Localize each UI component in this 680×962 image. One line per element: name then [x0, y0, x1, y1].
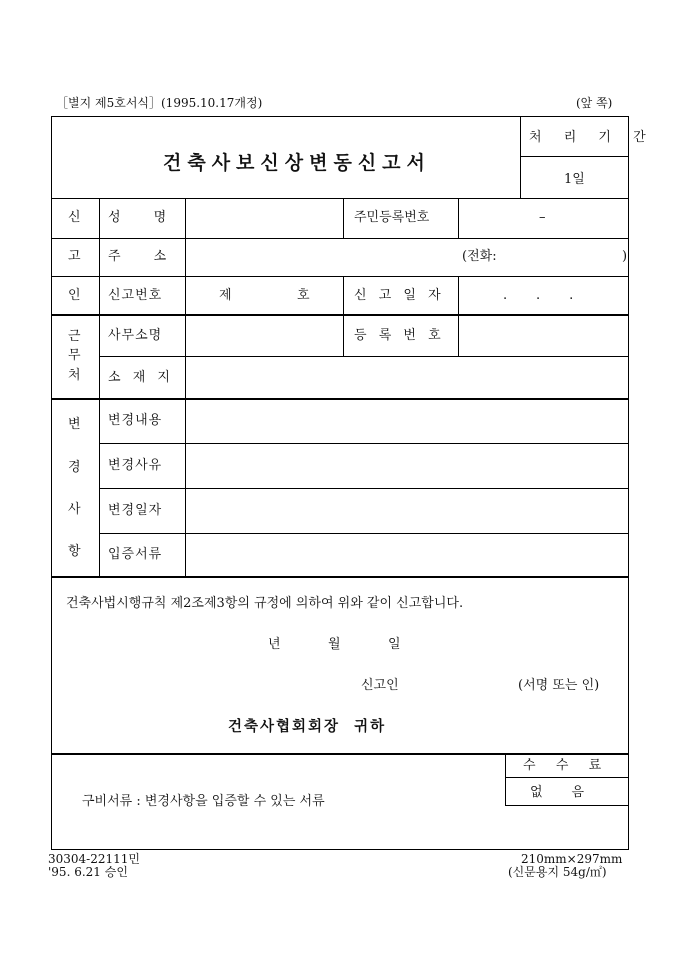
- approval-date: '95. 6.21 승인: [48, 865, 128, 879]
- address-field[interactable]: [186, 239, 629, 276]
- paper-type: (신문용지 54g/㎡): [508, 865, 607, 879]
- resident-number-dash: –: [539, 210, 546, 225]
- changes-group-char-1: 변: [68, 417, 81, 432]
- change-date-field[interactable]: [186, 489, 629, 533]
- report-number-prefix: 제: [219, 288, 232, 303]
- declaration-statement: 건축사법시행규칙 제2조제3항의 규정에 의하여 위와 같이 신고합니다.: [66, 596, 464, 611]
- workplace-group-char-3: 처: [68, 368, 81, 383]
- declaration-day: 일: [388, 637, 401, 652]
- change-date-label: 변경일자: [108, 503, 163, 518]
- registration-number-label: 등 록 번 호: [354, 328, 445, 343]
- rule-processing-left: [520, 116, 521, 198]
- name-label: 성 명: [108, 210, 167, 225]
- changes-group-char-3: 사: [68, 502, 81, 517]
- signature-or-seal-label: (서명 또는 인): [518, 678, 600, 693]
- rule-row2: [51, 276, 629, 277]
- rule-date-left: [343, 276, 344, 356]
- phone-close-paren: ): [622, 249, 628, 264]
- proof-documents-field[interactable]: [186, 534, 629, 576]
- changes-group-char-4: 항: [68, 544, 81, 559]
- rule-fee-left: [505, 753, 506, 805]
- paper-size: 210mm×297mm: [521, 852, 623, 866]
- change-content-label: 변경내용: [108, 413, 163, 428]
- rule-processing-mid: [520, 156, 629, 157]
- form-number-header: ［별지 제5호서식］(1995.10.17개정): [56, 96, 263, 110]
- page-side-label: (앞 쪽): [576, 96, 613, 110]
- processing-period-value: 1일: [564, 172, 585, 187]
- fee-label: 수 수 료: [523, 758, 606, 773]
- rule-id-left: [343, 198, 344, 238]
- addressee: 건축사협회회장 귀하: [228, 718, 387, 735]
- proof-documents-label: 입증서류: [108, 547, 163, 562]
- change-content-field[interactable]: [186, 400, 629, 443]
- reporter-group-char-2: 고: [68, 249, 81, 264]
- phone-label: (전화:: [462, 249, 497, 264]
- rule-declaration-bottom: [51, 753, 629, 755]
- location-field[interactable]: [186, 357, 629, 398]
- changes-group-char-2: 경: [68, 460, 81, 475]
- report-date-label: 신 고 일 자: [354, 288, 445, 303]
- report-number-label: 신고번호: [108, 288, 163, 303]
- report-number-suffix: 호: [297, 288, 310, 303]
- form-code: 30304-22111민: [48, 852, 140, 866]
- rule-group-col: [99, 198, 100, 576]
- reporter-group-char-3: 인: [68, 288, 81, 303]
- rule-fee-mid: [505, 777, 629, 778]
- office-name-label: 사무소명: [108, 328, 163, 343]
- fee-value: 없 음: [530, 785, 585, 800]
- address-label: 주 소: [108, 249, 167, 264]
- report-date-dots: . . .: [503, 288, 574, 303]
- workplace-group-char-1: 근: [68, 329, 81, 344]
- reporter-group-char-1: 신: [68, 210, 81, 225]
- office-name-field[interactable]: [186, 315, 343, 356]
- change-reason-field[interactable]: [186, 444, 629, 488]
- workplace-group-char-2: 무: [68, 348, 81, 363]
- declaration-month: 월: [328, 637, 341, 652]
- location-label: 소 재 지: [108, 370, 174, 385]
- rule-changes-bottom: [51, 576, 629, 578]
- rule-fee-bottom: [505, 805, 629, 806]
- change-reason-label: 변경사유: [108, 458, 163, 473]
- processing-period-label: 처 리 기 간: [529, 130, 655, 145]
- form-title: 건축사보신상변동신고서: [163, 152, 431, 174]
- resident-number-label: 주민등록번호: [354, 210, 430, 225]
- name-field[interactable]: [186, 199, 343, 238]
- reporter-signature-label: 신고인: [361, 678, 399, 693]
- registration-number-field[interactable]: [459, 315, 629, 356]
- required-documents: 구비서류 : 변경사항을 입증할 수 있는 서류: [82, 794, 325, 809]
- declaration-year: 년: [268, 637, 281, 652]
